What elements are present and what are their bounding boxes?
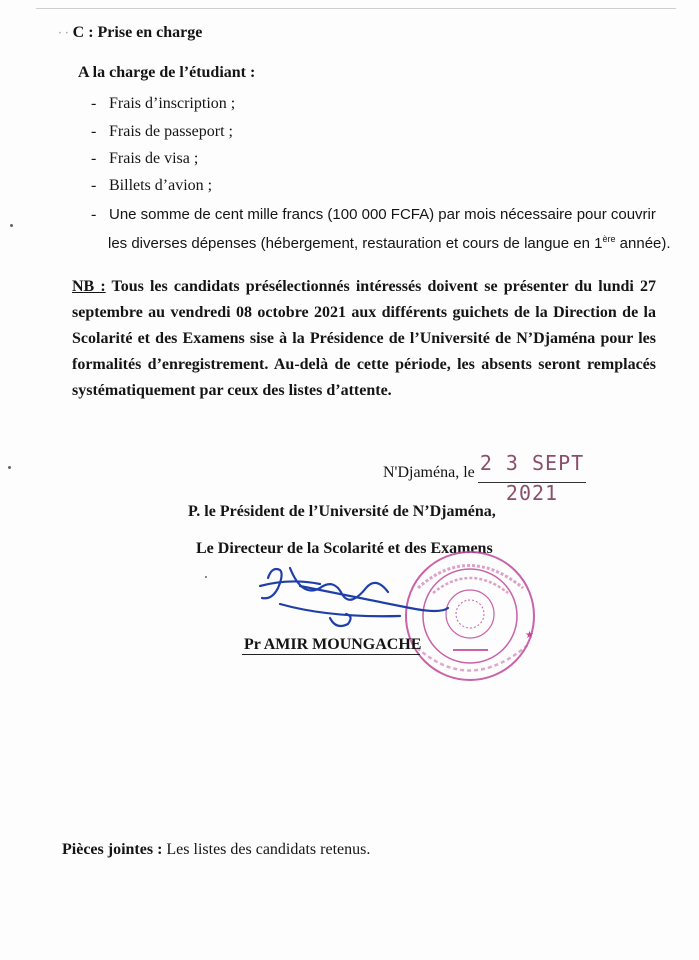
director-title: Le Directeur de la Scolarité et des Examens: [196, 540, 493, 557]
list-item-text: Frais de passeport ;: [109, 123, 233, 140]
signature-stroke: [260, 581, 320, 586]
list-item-text: Frais de visa ;: [109, 150, 199, 167]
list-item-continuation: [108, 234, 671, 252]
continuation-text: les diverses dépenses (hébergement, restauration et cours de langue en 1: [108, 235, 603, 252]
scan-speck: [10, 224, 13, 227]
signature-stroke: [290, 568, 388, 600]
signer-underline: [242, 654, 420, 655]
scan-speck: [205, 576, 207, 578]
nb-text: Tous les candidats présélectionnés intéressés doivent se présenter du lundi 27 septembre au vendredi 08 octobre 2021 aux différents guichets de la Direction de la Scolarité et des Examens sise à la Présidence de l’Université de N’Djaména pour les formalités d’enregistrement. Au-delà de cette période, les absents seront remplacés systématiquement par ceux des listes d’attente.: [72, 278, 656, 399]
seal-emblem: [446, 590, 494, 638]
section-title: [58, 24, 202, 42]
bullet-dash: -: [91, 150, 97, 167]
seal-emblem-detail: [456, 600, 484, 628]
seal-star: ★: [525, 630, 534, 641]
bullet-dash: -: [91, 95, 97, 112]
section-title-text: C : Prise en charge: [72, 24, 203, 41]
charge-heading: A la charge de l’étudiant :: [78, 64, 256, 81]
nb-label: NB :: [72, 278, 106, 295]
scan-speck: [8, 466, 11, 469]
signature-stroke: [300, 586, 448, 611]
signer-name: Pr AMIR MOUNGACHE: [244, 636, 422, 653]
attachments-text: Les listes des candidats retenus.: [162, 841, 371, 858]
list-item-text: Frais d’inscription ;: [109, 95, 236, 112]
continuation-sup: ère: [602, 234, 616, 244]
bullet-dash: -: [91, 123, 97, 140]
date-stamp: 2 3 SEPT 2021: [478, 448, 586, 483]
nb-paragraph: [72, 274, 656, 404]
continuation-end: année).: [615, 235, 671, 252]
bullet-dash: -: [91, 177, 97, 194]
bullet-dash: -: [91, 206, 97, 223]
list-item-text: Billets d’avion ;: [109, 177, 213, 194]
attachments-line: [62, 841, 370, 859]
attachments-label: Pièces jointes :: [62, 841, 163, 858]
page-top-edge: [36, 8, 676, 9]
date-place: N'Djaména, le: [383, 464, 475, 481]
handwritten-signature: [250, 558, 450, 648]
list-item-text: Une somme de cent mille francs (100 000 FCFA) par mois nécessaire pour couvrir: [109, 206, 656, 223]
for-president-line: P. le Président de l’Université de N’Djaména,: [188, 503, 496, 520]
signature-stroke: [280, 604, 400, 616]
section-marks: ‧ ‧: [58, 26, 69, 40]
